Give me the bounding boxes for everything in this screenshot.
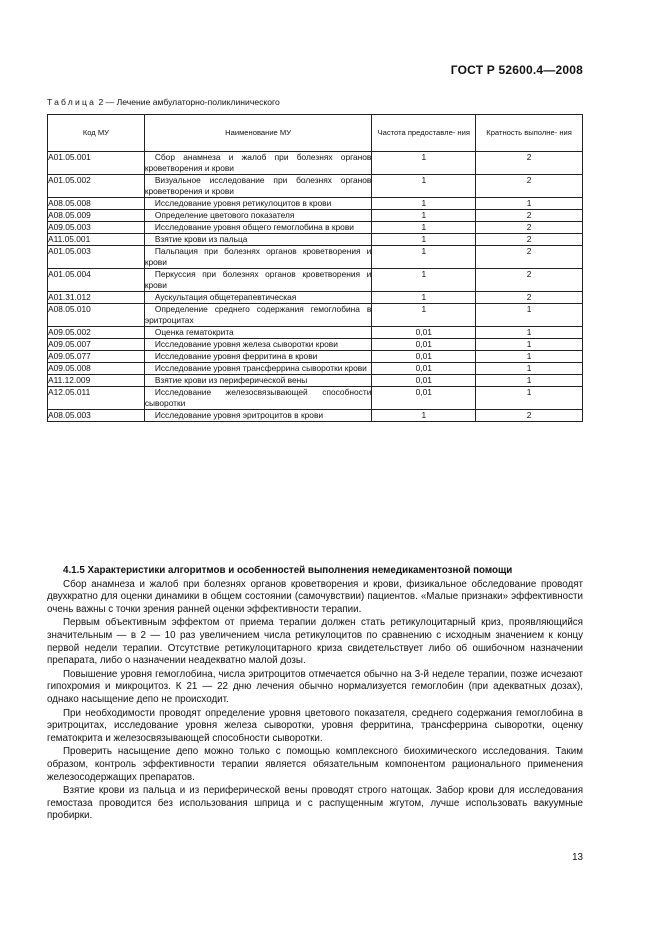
cell-multiplicity: 2 — [476, 410, 583, 422]
cell-name — [144, 152, 372, 175]
services-table — [47, 114, 583, 422]
table-row — [48, 222, 583, 234]
cell-code: A09.05.003 — [48, 222, 145, 234]
cell-multiplicity: 1 — [476, 327, 583, 339]
cell-multiplicity: 2 — [476, 175, 583, 198]
cell-code: A08.05.009 — [48, 210, 145, 222]
section-heading: 4.1.5 Характеристики алгоритмов и особенностей выполнения немедикаментозной помощи — [63, 565, 513, 576]
cell-code: A09.05.007 — [48, 339, 145, 351]
cell-name-text: Сбор анамнеза и жалоб при болезнях органов кроветворения и крови — [144, 152, 372, 173]
cell-name — [144, 234, 372, 246]
cell-multiplicity: 1 — [476, 387, 583, 410]
cell-code: A08.05.008 — [48, 198, 145, 210]
cell-frequency: 1 — [372, 175, 476, 198]
table-row — [48, 198, 583, 210]
table-caption-title: 2 — Лечение амбулаторно-поликлинического — [96, 97, 280, 107]
cell-code: A01.05.003 — [48, 246, 145, 269]
cell-multiplicity: 1 — [476, 198, 583, 210]
cell-frequency: 0,01 — [372, 327, 476, 339]
cell-code: A08.05.010 — [48, 304, 145, 327]
cell-name-text: Аускультация общетерапевтическая — [154, 292, 297, 302]
cell-frequency: 1 — [372, 269, 476, 292]
cell-frequency: 0,01 — [372, 363, 476, 375]
table-row — [48, 292, 583, 304]
table-body — [48, 152, 583, 422]
cell-code: A11.12.009 — [48, 375, 145, 387]
cell-name — [144, 222, 372, 234]
cell-name-text: Визуальное исследование при болезнях органов кроветворения и крови — [144, 175, 372, 196]
table-row — [48, 363, 583, 375]
cell-multiplicity: 2 — [476, 152, 583, 175]
column-header-multiplicity: Кратность выполне- ния — [476, 115, 583, 152]
body-paragraph: При необходимости проводят определение уровня цветового показателя, среднего содержания гемоглобина в эритроцитах, исследование уровня железа сыворотки, уровня ферритина, трансферрина сыворотки, оценку гематокрита и железосвязывающей способности сыворотки. — [47, 707, 583, 744]
cell-multiplicity: 2 — [476, 269, 583, 292]
cell-name-text: Исследование уровня ферритина в крови — [154, 351, 318, 361]
table-row — [48, 304, 583, 327]
body-paragraph: Взятие крови из пальца и из периферической вены проводят строго натощак. Забор крови для исследования гемостаза проводится без использования шприца и с распущенным жгутом, лучше использовать вакуумные пробирки. — [47, 785, 583, 822]
cell-multiplicity: 2 — [476, 234, 583, 246]
cell-frequency: 1 — [372, 152, 476, 175]
page-number: 13 — [572, 852, 583, 863]
cell-frequency: 0,01 — [372, 387, 476, 410]
table-row — [48, 351, 583, 363]
cell-name-text: Исследование уровня общего гемоглобина в крови — [154, 222, 354, 232]
table-row — [48, 234, 583, 246]
cell-multiplicity: 2 — [476, 210, 583, 222]
table-row — [48, 387, 583, 410]
cell-frequency: 0,01 — [372, 339, 476, 351]
cell-multiplicity: 1 — [476, 339, 583, 351]
cell-name-text: Исследование уровня эритроцитов в крови — [154, 410, 324, 420]
cell-name — [144, 304, 372, 327]
cell-frequency: 0,01 — [372, 375, 476, 387]
paragraph-list — [47, 579, 583, 823]
cell-code: A01.05.002 — [48, 175, 145, 198]
cell-name-text: Определение среднего содержания гемоглобина в эритроцитах — [144, 304, 372, 325]
column-header-name: Наименование МУ — [144, 115, 372, 152]
table-row — [48, 410, 583, 422]
cell-name — [144, 375, 372, 387]
table-row — [48, 339, 583, 351]
table-row — [48, 327, 583, 339]
cell-multiplicity: 1 — [476, 363, 583, 375]
cell-multiplicity: 1 — [476, 375, 583, 387]
cell-name — [144, 246, 372, 269]
cell-frequency: 1 — [372, 410, 476, 422]
column-header-frequency: Частота предоставле- ния — [372, 115, 476, 152]
cell-code: A11.05.001 — [48, 234, 145, 246]
cell-code: A09.05.008 — [48, 363, 145, 375]
cell-name — [144, 210, 372, 222]
cell-name — [144, 269, 372, 292]
cell-code: A09.05.077 — [48, 351, 145, 363]
cell-frequency: 1 — [372, 210, 476, 222]
cell-name-text: Исследование уровня трансферрина сыворотки крови — [154, 363, 367, 373]
cell-code: A01.31.012 — [48, 292, 145, 304]
cell-frequency: 1 — [372, 234, 476, 246]
body-paragraph: Сбор анамнеза и жалоб при болезнях органов кроветворения и крови, физикальное обследование проводят двухкратно для оценки динамики в общем состоянии (самочувствии) пациентов. «Малые признаки» эффективности очень важны с точки зрения ранней оценки эффективности терапии. — [47, 578, 583, 615]
cell-code: A09.05.002 — [48, 327, 145, 339]
cell-name-text: Взятие крови из периферической вены — [154, 375, 308, 385]
cell-name — [144, 363, 372, 375]
table-row — [48, 375, 583, 387]
cell-frequency: 1 — [372, 222, 476, 234]
cell-code: A01.05.001 — [48, 152, 145, 175]
body-paragraph: Проверить насыщение депо можно только с помощью комплексного биохимического исследования. Таким образом, контроль эффективности терапии является обязательным компонентом рационального применения железосодержащих препаратов. — [47, 746, 583, 783]
cell-name — [144, 327, 372, 339]
cell-name — [144, 292, 372, 304]
cell-code: A12.05.011 — [48, 387, 145, 410]
cell-name-text: Взятие крови из пальца — [154, 234, 248, 244]
cell-multiplicity: 1 — [476, 304, 583, 327]
cell-frequency: 1 — [372, 246, 476, 269]
table-caption — [47, 97, 280, 107]
cell-code: A01.05.004 — [48, 269, 145, 292]
body-paragraph: Первым объективным эффектом от приема терапии должен стать ретикулоцитарный криз, проявляющийся значительным — в 2 — 10 раз увеличением числа ретикулоцитов по сравнению с исходным значением к концу первой недели терапии. Отсутствие ретикулоцитарного криза свидетельствует либо об ошибочном назначении препарата, либо о назначении неадекватно малой дозы. — [47, 617, 583, 667]
cell-name-text: Определение цветового показателя — [154, 210, 295, 220]
cell-name-text: Исследование железосвязывающей способности сыворотки — [144, 387, 372, 408]
cell-name-text: Пальпация при болезнях органов кроветворения и крови — [144, 246, 372, 267]
section-text — [47, 565, 583, 824]
cell-name — [144, 410, 372, 422]
table-caption-label: Таблица — [47, 97, 97, 107]
cell-multiplicity: 2 — [476, 222, 583, 234]
cell-multiplicity: 2 — [476, 246, 583, 269]
cell-frequency: 1 — [372, 304, 476, 327]
body-paragraph: Повышение уровня гемоглобина, числа эритроцитов отмечается обычно на 3-й неделе терапии, позже исчезают гипохромия и микроцитоз. К 21 — 22 дню лечения обычно нормализуется гемоглобин (при адекватных дозах), однако насыщение депо не происходит. — [47, 668, 583, 705]
column-header-code: Код МУ — [48, 115, 145, 152]
table-row — [48, 246, 583, 269]
cell-multiplicity: 2 — [476, 292, 583, 304]
cell-name — [144, 387, 372, 410]
cell-frequency: 0,01 — [372, 351, 476, 363]
cell-name — [144, 339, 372, 351]
standard-header: ГОСТ Р 52600.4—2008 — [450, 63, 583, 77]
table-row — [48, 152, 583, 175]
cell-code: A08.05.003 — [48, 410, 145, 422]
cell-name-text: Перкуссия при болезнях органов кроветворения и крови — [144, 269, 372, 290]
cell-name-text: Исследование уровня железа сыворотки крови — [154, 339, 338, 349]
table-header-row — [48, 115, 583, 152]
cell-name — [144, 351, 372, 363]
cell-multiplicity: 1 — [476, 351, 583, 363]
cell-name — [144, 175, 372, 198]
cell-frequency: 1 — [372, 292, 476, 304]
cell-name — [144, 198, 372, 210]
table-row — [48, 175, 583, 198]
table-row — [48, 269, 583, 292]
table-row — [48, 210, 583, 222]
cell-name-text: Исследование уровня ретикулоцитов в крови — [154, 198, 332, 208]
cell-frequency: 1 — [372, 198, 476, 210]
cell-name-text: Оценка гематокрита — [154, 327, 234, 337]
